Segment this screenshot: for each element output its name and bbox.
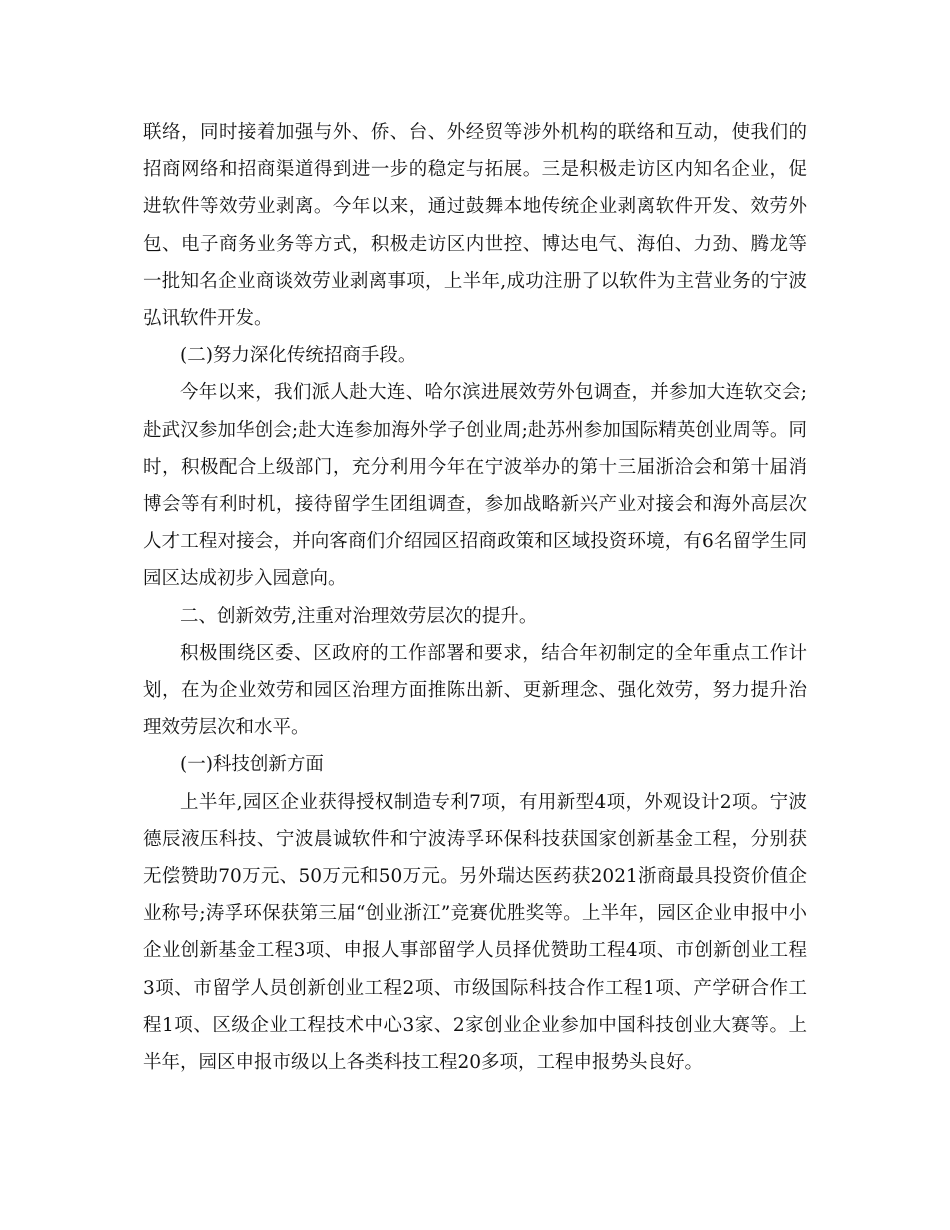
paragraph-outreach: 联络，同时接着加强与外、侨、台、外经贸等涉外机构的联络和互动，使我们的招商网络和招商渠道得到进一步的稳定与拓展。三是积极走访区内知名企业，促进软件等效劳业剥离。今年以来，通过鼓舞本地传统企业剥离软件开发、效劳外包、电子商务业务等方式，积极走访区内世控、博达电气、海伯、力劲、腾龙等一批知名企业商谈效劳业剥离事项，上半年,成功注册了以软件为主营业务的宁波弘讯软件开发。 [143,122,807,330]
paragraph-investment-activities: 今年以来，我们派人赴大连、哈尔滨进展效劳外包调查，并参加大连软交会;赴武汉参加华创会;赴大连参加海外学子创业周;赴苏州参加国际精英创业周等。同时，积极配合上级部门，充分利用今年在宁波举办的第十三届浙洽会和第十届消博会等有利时机，接待留学生团组调查，参加战略新兴产业对接会和海外高层次人才工程对接会，并向客商们介绍园区招商政策和区域投资环境，有6名留学生同园区达成初步入园意向。 [143,382,807,590]
paragraph-service-improvement: 积极围绕区委、区政府的工作部署和要求，结合年初制定的全年重点工作计划，在为企业效劳和园区治理方面推陈出新、更新理念、强化效劳，努力提升治理效劳层次和水平。 [143,642,807,739]
paragraph-tech-achievements: 上半年,园区企业获得授权制造专利7项，有用新型4项，外观设计2项。宁波德辰液压科技、宁波晨诚软件和宁波涛孚环保科技获国家创新基金工程，分别获无偿赞助70万元、50万元和50万元。另外瑞达医药获2021浙商最具投资价值企业称号;涛孚环保获第三届“创业浙江”竞赛优胜奖等。上半年，园区企业申报中小企业创新基金工程3项、申报人事部留学人员择优赞助工程4项、市创新创业工程3项、市留学人员创新创业工程2项、市级国际科技合作工程1项、产学研合作工程1项、区级企业工程技术中心3家、2家创业企业参加中国科技创业大赛等。上半年，园区申报市级以上各类科技工程20多项，工程申报势头良好。 [143,791,807,1074]
heading-traditional-investment: (二)努力深化传统招商手段。 [180,345,417,367]
heading-tech-innovation: (一)科技创新方面 [180,754,324,776]
heading-service-innovation: 二、创新效劳,注重对治理效劳层次的提升。 [180,605,538,627]
document-body [143,114,807,1081]
